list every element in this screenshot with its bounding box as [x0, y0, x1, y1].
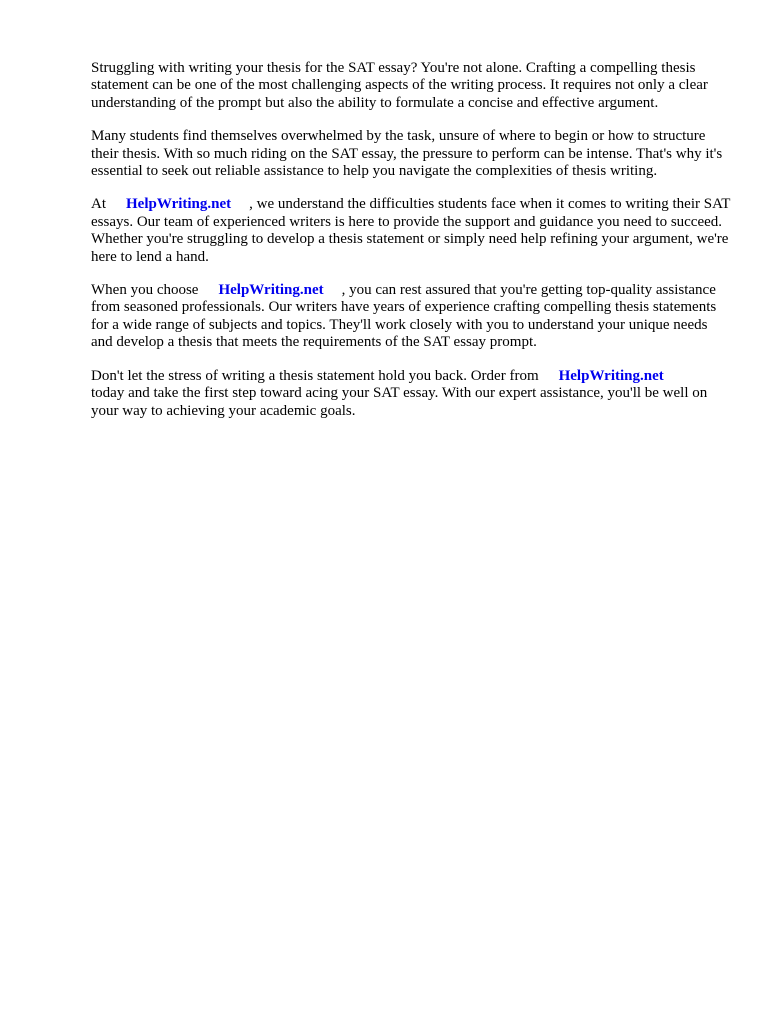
paragraph-text-after-link: , you can rest assured that you're getting top-quality assistance from seasoned professionals. Our writers have years of experience crafting compelling thesis statements for a wide range of subjects and topics. They'll work closely with you to understand your unique needs and develop a thesis that meets the requirements of the SAT essay prompt.: [91, 282, 717, 351]
helpwriting-link[interactable]: HelpWriting.net: [558, 367, 664, 384]
paragraph-text-before-link: When you choose: [91, 282, 199, 299]
paragraph-intro: Struggling with writing your thesis for the SAT essay? You're not alone. Crafting a compelling thesis statement can be one of the most challenging aspects of the writing process. It requires not only a clear understanding of the prompt but also the ability to formulate a concise and effective argument.: [91, 60, 708, 111]
paragraph-text-after-link: , we understand the difficulties students face when it comes to writing their SAT essays. Our team of experienced writers is here to provide the support and guidance you need to succeed. Whether you're struggling to develop a thesis statement or simply need help refining your argument, we're here to lend a hand.: [91, 196, 731, 265]
helpwriting-link[interactable]: HelpWriting.net: [218, 282, 324, 299]
paragraph-text-after-link: today and take the first step toward acing your SAT essay. With our expert assistance, you'll be well on your way to achieving your academic goals.: [91, 385, 708, 419]
paragraph-order-helpwriting: [91, 368, 731, 420]
helpwriting-link[interactable]: HelpWriting.net: [126, 196, 232, 213]
paragraph-overwhelmed: Many students find themselves overwhelmed by the task, unsure of where to begin or how to structure their thesis. With so much riding on the SAT essay, the pressure to perform can be intense. That's why it's essential to seek out reliable assistance to help you navigate the complexities of thesis writing.: [91, 128, 723, 180]
paragraph-text-before-link: At: [91, 196, 106, 213]
paragraph-text-before-link: Don't let the stress of writing a thesis statement hold you back. Order from: [91, 367, 539, 384]
paragraph-choose-helpwriting: [91, 282, 731, 352]
paragraph-at-helpwriting: [91, 196, 731, 266]
document-body: [91, 60, 731, 436]
